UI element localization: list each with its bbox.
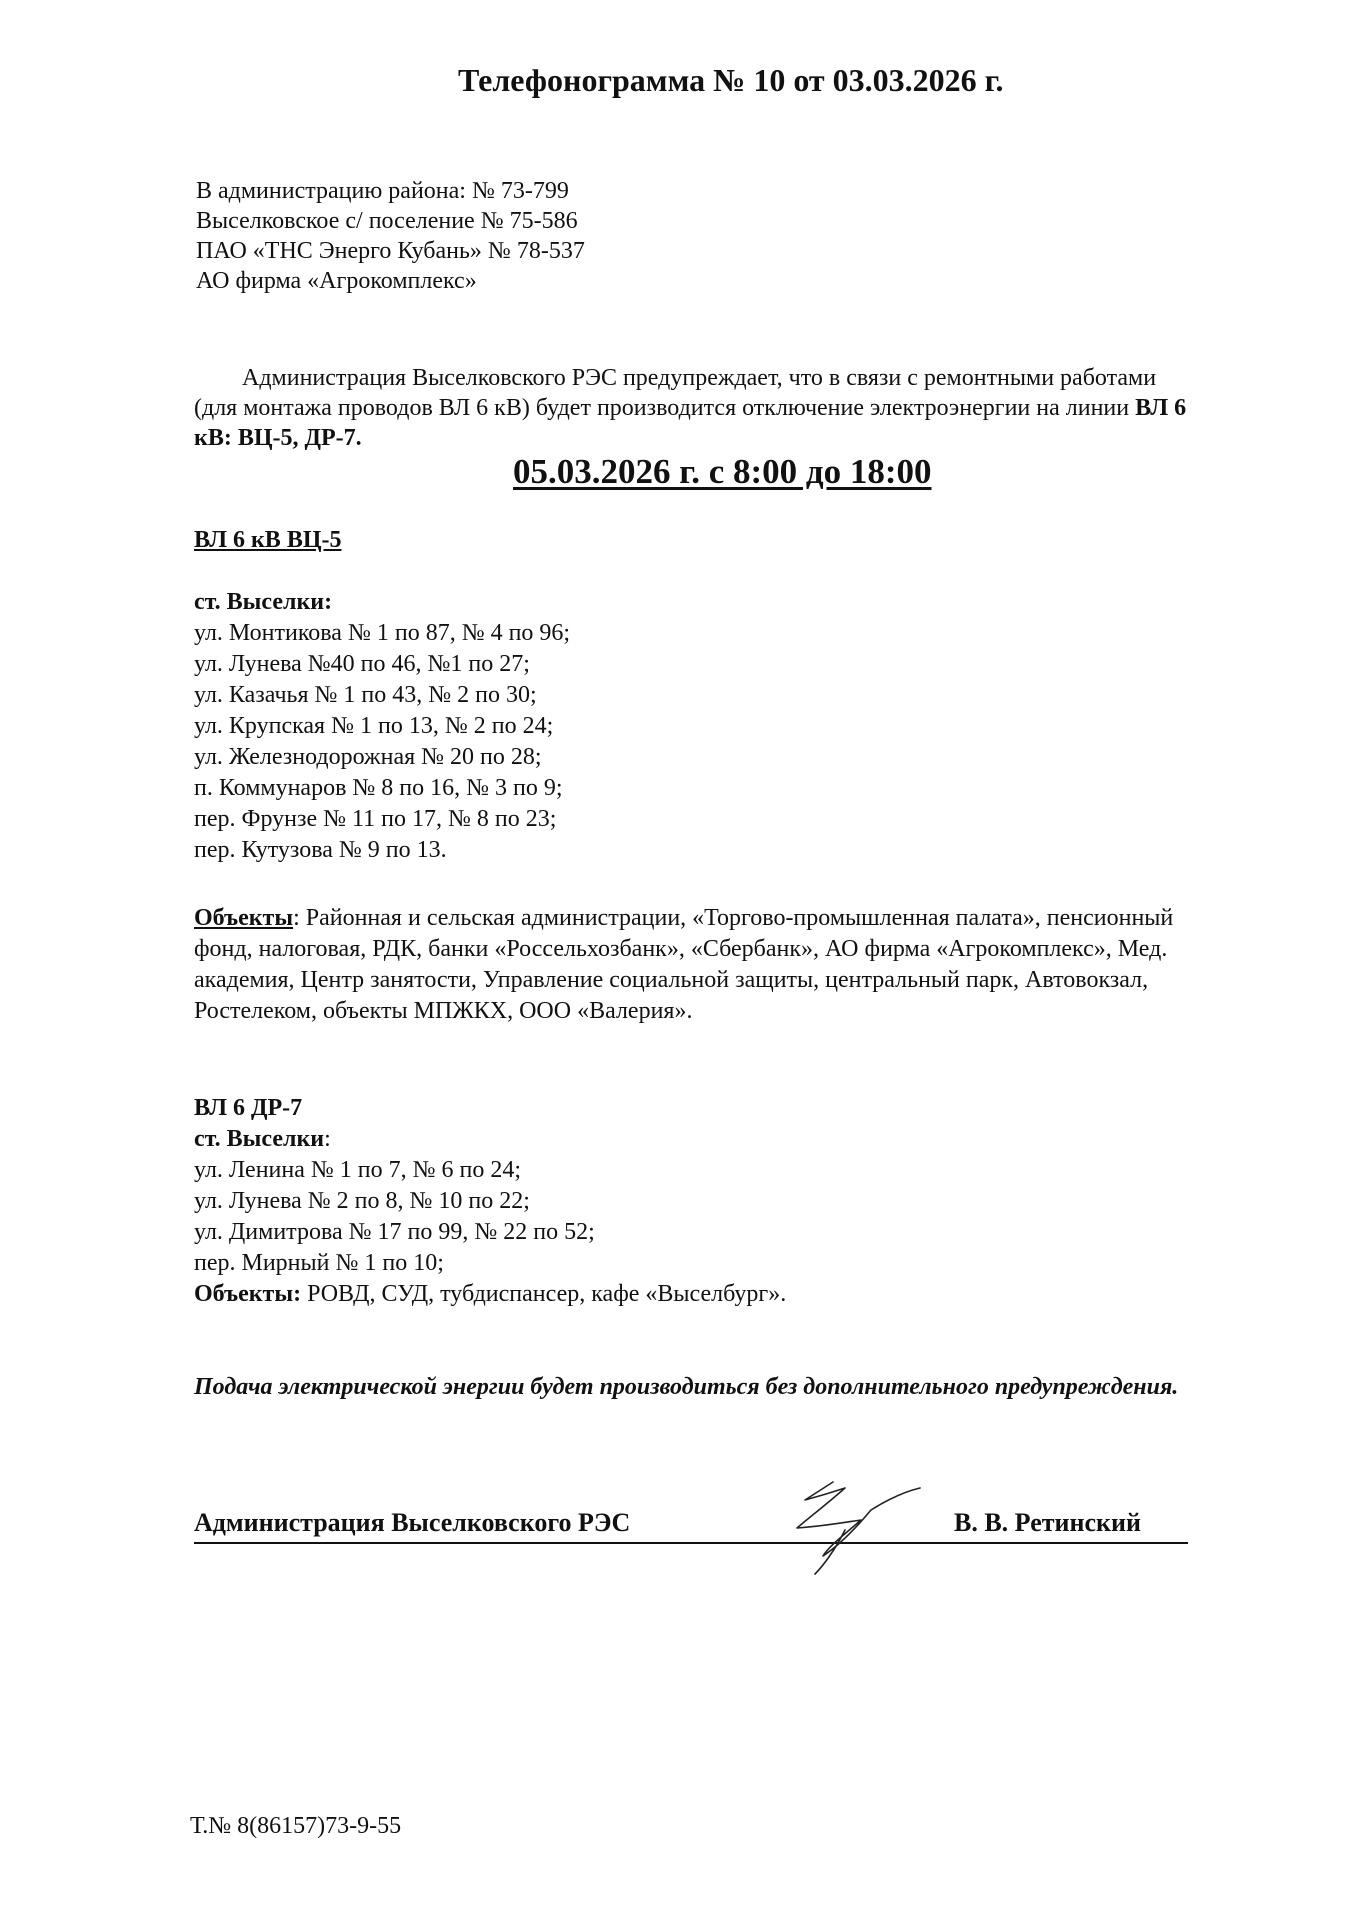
intro-text: Администрация Выселковского РЭС предупреждает, что в связи с ремонтными работами (для монтажа проводов ВЛ 6 кВ) будет производится отключение электроэнергии на линии bbox=[194, 365, 1157, 421]
recipient-line: ПАО «ТНС Энерго Кубань» № 78-537 bbox=[196, 238, 585, 264]
recipient-line: В администрацию района: № 73-799 bbox=[196, 178, 569, 204]
street-item: ул. Железнодорожная № 20 по 28; bbox=[194, 744, 542, 770]
recipients-block bbox=[196, 176, 585, 296]
handwritten-signature bbox=[775, 1470, 945, 1580]
street-item: пер. Фрунзе № 11 по 17, № 8 по 23; bbox=[194, 806, 557, 832]
section1-streets bbox=[194, 587, 570, 866]
phone-number: Т.№ 8(86157)73-9-55 bbox=[190, 1813, 402, 1839]
street-item: ул. Лунева №40 по 46, №1 по 27; bbox=[194, 651, 530, 677]
section2-objects-label: Объекты: bbox=[194, 1281, 302, 1307]
signature-organization: Администрация Выселковского РЭС bbox=[194, 1508, 631, 1537]
street-item: пер. Мирный № 1 по 10; bbox=[194, 1250, 444, 1276]
document-title: Телефонограмма № 10 от 03.03.2026 г. bbox=[458, 62, 1004, 98]
street-item: п. Коммунаров № 8 по 16, № 3 по 9; bbox=[194, 775, 563, 801]
section2-objects-text: РОВД, СУД, тубдиспансер, кафе «Выселбург». bbox=[301, 1281, 787, 1307]
street-item: ул. Ленина № 1 по 7, № 6 по 24; bbox=[194, 1157, 522, 1183]
section1-settlement: ст. Выселки: bbox=[194, 589, 333, 615]
intro-lines: ВЛ 6 кВ: ВЦ-5, ДР-7. bbox=[194, 395, 1187, 451]
section2-settlement: ст. Выселки bbox=[194, 1126, 325, 1152]
street-item: ул. Димитрова № 17 по 99, № 22 по 52; bbox=[194, 1219, 595, 1245]
signature-row bbox=[194, 1508, 1194, 1548]
supply-notice: Подача электрической энергии будет производиться без дополнительного предупреждения. bbox=[194, 1374, 1179, 1400]
recipient-line: Выселковское с/ поселение № 75-586 bbox=[196, 208, 578, 234]
street-item: ул. Лунева № 2 по 8, № 10 по 22; bbox=[194, 1188, 530, 1214]
section1-objects bbox=[194, 903, 1214, 1027]
section1-objects-text: : Районная и сельская администрации, «Торгово-промышленная палата», пенсионный фонд, налоговая, РДК, банки «Россельхозбанк», «Сбербанк», АО фирма «Агрокомплекс», Мед. академия, Центр занятости, Управление социальной защиты, центральный парк, Автовокзал, Ростелеком, объекты МПЖКХ, ООО «Валерия». bbox=[194, 905, 1174, 1024]
outage-date-time: 05.03.2026 г. с 8:00 до 18:00 bbox=[513, 452, 932, 491]
intro-paragraph bbox=[194, 363, 1194, 453]
street-item: ул. Крупская № 1 по 13, № 2 по 24; bbox=[194, 713, 554, 739]
section2-settlement-colon: : bbox=[324, 1126, 331, 1152]
street-item: пер. Кутузова № 9 по 13. bbox=[194, 837, 447, 863]
signature-underline bbox=[194, 1542, 1188, 1544]
section1-objects-label: Объекты bbox=[194, 905, 294, 931]
signatory-name: В. В. Ретинский bbox=[954, 1508, 1141, 1537]
street-item: ул. Казачья № 1 по 43, № 2 по 30; bbox=[194, 682, 537, 708]
section1-heading: ВЛ 6 кВ ВЦ-5 bbox=[194, 527, 342, 553]
recipient-line: АО фирма «Агрокомплекс» bbox=[196, 268, 477, 294]
section2-heading: ВЛ 6 ДР-7 bbox=[194, 1095, 303, 1121]
street-item: ул. Монтикова № 1 по 87, № 4 по 96; bbox=[194, 620, 571, 646]
section2-block bbox=[194, 1093, 786, 1310]
